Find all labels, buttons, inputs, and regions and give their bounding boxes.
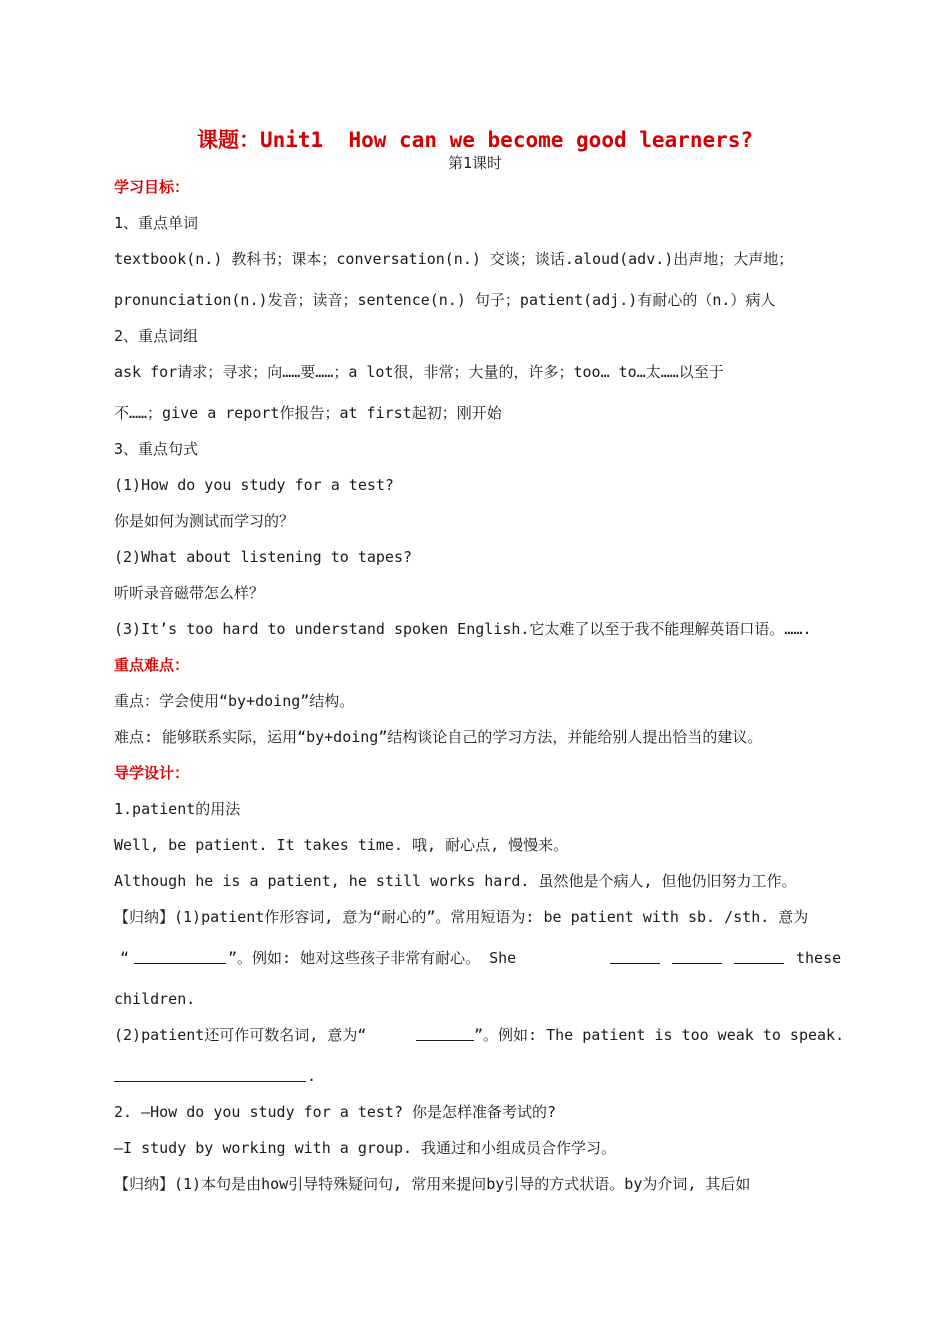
guide-heading: 导学设计： — [114, 764, 190, 782]
summary-note: 【归纳】(1)patient作形容词, 意为“耐心的”。常用短语为: be patient with sb. /sth. 意为 — [114, 908, 809, 926]
difficult-point: 难点: 能够联系实际，运用“by+doing”结构谈论自己的学习方法，并能给别人提出恰当的建议。 — [114, 728, 763, 746]
answer-blank[interactable] — [416, 1025, 474, 1041]
vocab-line: textbook(n.) 教科书；课本；conversation(n.) 交谈；谈话.aloud(adv.)出声地；大声地； — [114, 250, 794, 268]
blank-suffix: these — [796, 949, 842, 967]
sentences-heading: 3、重点句式 — [114, 440, 199, 458]
objectives-heading: 学习目标： — [114, 178, 190, 196]
vocab-heading: 1、重点单词 — [114, 214, 199, 232]
blank-suffix: . — [307, 1067, 317, 1085]
patient-usage-heading: 1.patient的用法 — [114, 800, 241, 818]
sentence-cn: 听听录音磁带怎么样？ — [114, 584, 265, 602]
fill-blank-continuation: children. — [114, 990, 196, 1008]
difficulties-heading: 重点难点： — [114, 656, 190, 674]
blank-prompt: ”。例如: The patient is too weak to speak. — [474, 1026, 845, 1044]
answer-blank[interactable] — [134, 948, 226, 964]
sentence-cn: 你是如何为测试而学习的？ — [114, 512, 295, 530]
blank-prompt: (2)patient还可作可数名词, 意为“ — [114, 1026, 367, 1044]
dialogue-answer: —I study by working with a group. 我通过和小组成员合作学习。 — [114, 1139, 617, 1157]
quote-open: “ — [120, 949, 130, 967]
example-sentence: Although he is a patient, he still works hard. 虽然他是个病人, 但他仍旧努力工作。 — [114, 872, 797, 890]
answer-blank[interactable] — [734, 948, 784, 964]
sentence-en: (1)How do you study for a test? — [114, 476, 394, 494]
phrases-heading: 2、重点词组 — [114, 327, 199, 345]
phrases-line: 不……；give a report作报告；at first起初；刚开始 — [114, 404, 502, 422]
summary-note: 【归纳】(1)本句是由how引导特殊疑问句, 常用来提问by引导的方式状语。by为介词, 其后如 — [114, 1175, 751, 1193]
example-sentence: Well, be patient. It takes time. 哦, 耐心点, 慢慢来。 — [114, 836, 569, 854]
vocab-line: pronunciation(n.)发音；读音；sentence(n.) 句子；patient(adj.)有耐心的（n.）病人 — [114, 291, 776, 309]
focus-point: 重点：学会使用“by+doing”结构。 — [114, 692, 355, 710]
blank-prompt: ”。例如: 她对这些孩子非常有耐心。 She — [228, 949, 517, 967]
sentence-en: (2)What about listening to tapes? — [114, 548, 413, 566]
answer-blank[interactable] — [610, 948, 660, 964]
dialogue-question: 2. —How do you study for a test? 你是怎样准备考试的? — [114, 1103, 557, 1121]
lesson-subtitle: 第1课时 — [447, 154, 503, 172]
phrases-line: ask for请求；寻求；向……要……；a lot很，非常；大量的，许多；too… to…太……以至于 — [114, 363, 724, 381]
answer-blank[interactable] — [114, 1066, 306, 1082]
answer-blank[interactable] — [672, 948, 722, 964]
lesson-title: 课题：Unit1 How can we become good learners? — [196, 128, 754, 152]
sentence-en: (3)It’s too hard to understand spoken English.它太难了以至于我不能理解英语口语。……. — [114, 620, 812, 638]
